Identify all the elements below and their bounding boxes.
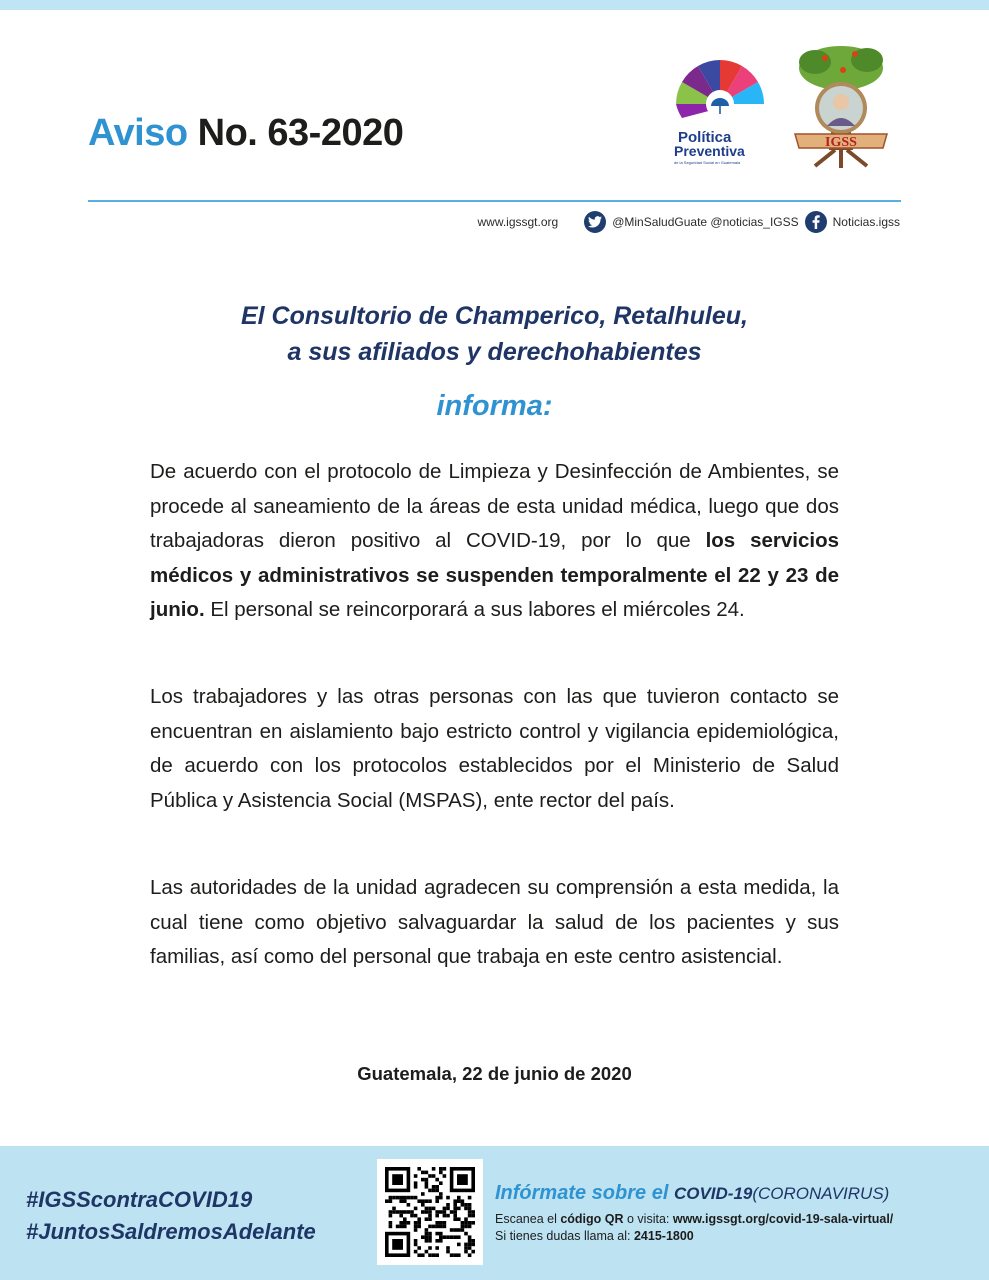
politica-preventiva-logo: [670, 58, 780, 170]
date-line: Guatemala, 22 de junio de 2020: [357, 1063, 632, 1084]
hashtag-juntos: #JuntosSaldremosAdelante: [26, 1219, 316, 1244]
igss-logo: [785, 40, 897, 170]
body-paragraph-2: Los trabajadores y las otras personas con las que tuvieron contacto se encuentran en aislamiento bajo estricto control y vigilancia epidemiológica, de acuerdo con los protocolos establecidos por el Ministerio de Salud Pública y Asistencia Social (MSPAS), ente rector del país.: [150, 685, 839, 812]
p1-text-end: El personal se reincorporará a sus labores el miércoles 24.: [204, 598, 745, 621]
notice-label: Aviso: [88, 112, 188, 154]
logo-pp-line1: Política: [678, 129, 732, 146]
p1-bold-text: los servicios médicos y administrativos se suspenden temporalmente el 22 y 23 de junio.: [150, 529, 840, 621]
info-line1-c: o visita:: [623, 1212, 673, 1226]
info-line-phone: [495, 1229, 694, 1243]
info-title-text: Infórmate sobre el: [495, 1182, 674, 1204]
logo-pp-sub: de la Seguridad Social en Guatemala: [674, 160, 741, 165]
header-divider: [88, 200, 901, 202]
notice-title: [88, 112, 403, 155]
info-line-qr: [495, 1212, 893, 1226]
covid-site-link[interactable]: www.igssgt.org/covid-19-sala-virtual/: [672, 1212, 894, 1226]
twitter-icon: [584, 211, 606, 233]
top-accent-bar: [0, 0, 989, 10]
logo-pp-line2: Preventiva: [674, 143, 745, 159]
subject-line-1: El Consultorio de Champerico, Retalhuleu,: [240, 302, 748, 330]
info-title: [495, 1182, 889, 1205]
notice-number: No. 63-2020: [197, 112, 404, 154]
p1-text: De acuerdo con el protocolo de Limpieza y Desinfección de Ambientes, se procede al saneamiento de la áreas de esta unidad médica, luego que dos trabajadoras dieron positivo al COVID-19, por lo que: [150, 460, 839, 552]
facebook-icon: [805, 211, 827, 233]
logo-igss-text: IGSS: [825, 135, 857, 150]
subject-line-2: a sus afiliados y derechohabientes: [287, 338, 702, 366]
phone-number[interactable]: 2415-1800: [633, 1229, 694, 1243]
twitter-handles[interactable]: @MinSaludGuate @noticias_IGSS: [612, 215, 799, 229]
social-bar: [477, 212, 900, 232]
website-link[interactable]: www.igssgt.org: [477, 215, 559, 229]
info-line2-a: Si tienes dudas llama al:: [495, 1229, 634, 1243]
info-coronavirus: (CORONAVIRUS): [752, 1184, 890, 1203]
info-covid: COVID-19: [673, 1184, 753, 1203]
facebook-handle[interactable]: Noticias.igss: [832, 215, 900, 229]
body-paragraph-1: [150, 455, 839, 628]
info-line1-bold: código QR: [560, 1212, 624, 1226]
informa-heading: informa:: [436, 390, 553, 422]
qr-code[interactable]: [377, 1159, 483, 1265]
body-paragraph-3: Las autoridades de la unidad agradecen su comprensión a esta medida, la cual tiene como objetivo salvaguardar la salud de los pacientes y sus familias, así como del personal que trabaja en este centro asistencial.: [150, 876, 839, 968]
info-line1-a: Escanea el: [495, 1212, 561, 1226]
hashtag-igss: #IGSScontraCOVID19: [26, 1187, 253, 1212]
